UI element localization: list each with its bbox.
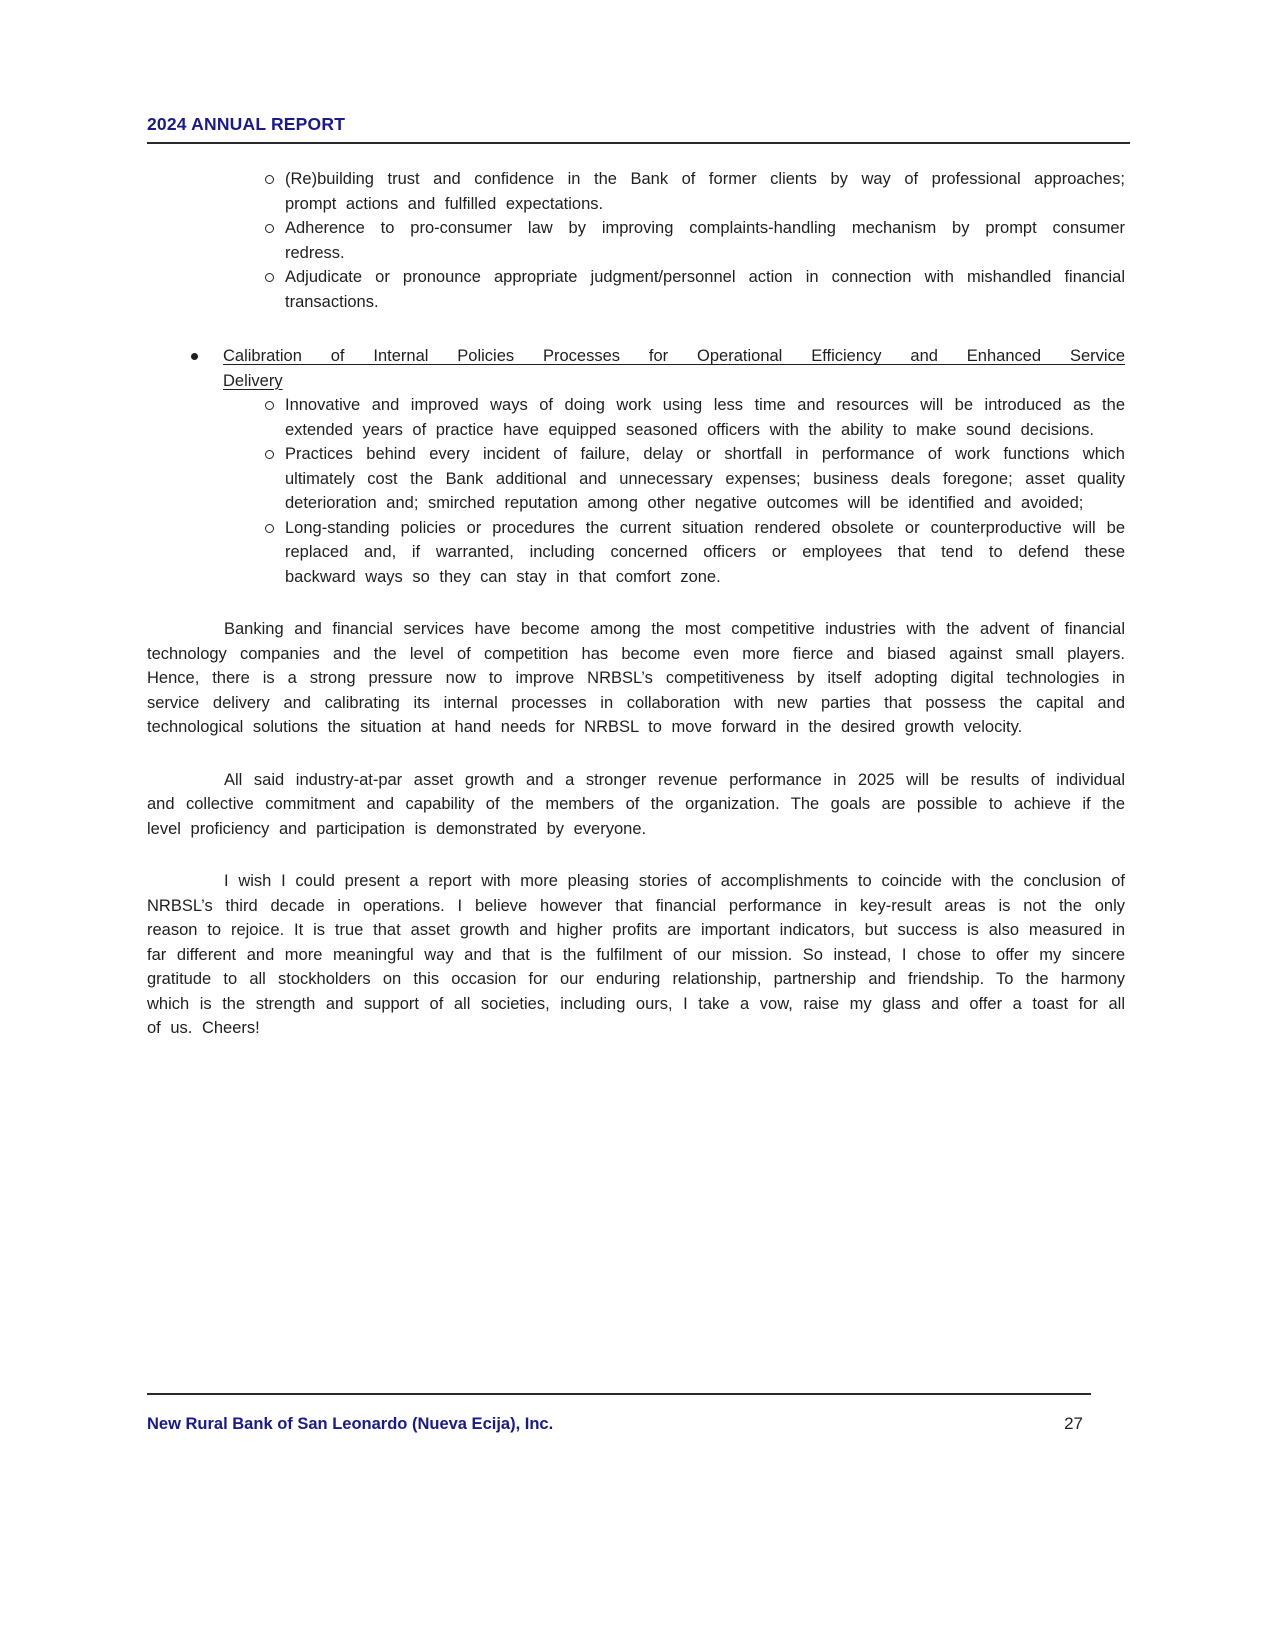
- list-item-text: Adjudicate or pronounce appropriate judgment/personnel action in connection with mishandled financial transactions.: [285, 268, 1125, 311]
- footer-bank-name: New Rural Bank of San Leonardo (Nueva Ecija), Inc.: [147, 1415, 554, 1433]
- section-heading-line2: Delivery: [223, 371, 283, 390]
- page-footer: [147, 1414, 1083, 1434]
- consumer-protection-bullet-list: [147, 167, 1125, 314]
- calibration-bullet-list: [147, 393, 1125, 589]
- list-item: [147, 167, 1125, 216]
- header-rule: [147, 142, 1130, 144]
- list-item: [147, 516, 1125, 590]
- circle-bullet-icon: [265, 401, 274, 410]
- list-item-text: Practices behind every incident of failure, delay or shortfall in performance of work functions which ultimately cost the Bank additional and unnecessary expenses; business deals foregone; asset quality deterioration and; smirched reputation among other negative outcomes will be identified and avoided;: [285, 445, 1125, 512]
- list-item: [147, 442, 1125, 516]
- paragraph-2025-goals: All said industry-at-par asset growth and a stronger revenue performance in 2025 will be results of individual and collective commitment and capability of the members of the organization. The goals are possible to achieve if the level proficiency and participation is demonstrated by everyone.: [147, 770, 1125, 838]
- paragraph-closing-toast: I wish I could present a report with more pleasing stories of accomplishments to coincide with the conclusion of NRBSL’s third decade in operations. I believe however that financial performance in key-result areas is not the only reason to rejoice. It is true that asset growth and higher profits are important indicators, but success is also measured in far different and more meaningful way and that is the fulfilment of our mission. So instead, I chose to offer my sincere gratitude to all stockholders on this occasion for our enduring relationship, partnership and friendship. To the harmony which is the strength and support of all societies, including ours, I take a vow, raise my glass and offer a toast for all of us. Cheers!: [147, 872, 1125, 1037]
- list-item: [147, 265, 1125, 314]
- list-item-text: Long-standing policies or procedures the current situation rendered obsolete or counterproductive will be replaced and, if warranted, including concerned officers or employees that tend to defend these backward ways so they can stay in that comfort zone.: [285, 518, 1125, 586]
- document-body: [147, 167, 1125, 1041]
- footer-rule: [147, 1393, 1091, 1395]
- circle-bullet-icon: [265, 450, 274, 459]
- calibration-section-heading-item: [147, 344, 1125, 393]
- list-item: [147, 393, 1125, 442]
- page-header-title: 2024 ANNUAL REPORT: [147, 114, 346, 134]
- list-item-text: Innovative and improved ways of doing work using less time and resources will be introduced as the extended years of practice have equipped seasoned officers with the ability to make sound decisions.: [285, 396, 1125, 439]
- circle-bullet-icon: [265, 524, 274, 533]
- circle-bullet-icon: [265, 224, 274, 233]
- list-item: [147, 216, 1125, 265]
- circle-bullet-icon: [265, 175, 274, 184]
- footer-page-number: 27: [1064, 1414, 1083, 1433]
- disc-bullet-icon: [191, 353, 198, 360]
- list-item-text: (Re)building trust and confidence in the Bank of former clients by way of professional approaches; prompt actions and fulfilled expectations.: [285, 170, 1125, 213]
- list-item-text: Adherence to pro-consumer law by improving complaints-handling mechanism by prompt consumer redress.: [285, 219, 1125, 262]
- section-heading-line1: Calibration of Internal Policies Processes for Operational Efficiency and Enhanced Service: [223, 347, 1125, 365]
- circle-bullet-icon: [265, 273, 274, 282]
- page-header: [147, 114, 1130, 144]
- paragraph-banking-competition: Banking and financial services have become among the most competitive industries with the advent of financial technology companies and the level of competition has become even more fierce and biased against small players. Hence, there is a strong pressure now to improve NRBSL’s competitiveness by itself adopting digital technologies in service delivery and calibrating its internal processes in collaboration with new parties that possess the capital and technological solutions the situation at hand needs for NRBSL to move forward in the desired growth velocity.: [147, 620, 1125, 736]
